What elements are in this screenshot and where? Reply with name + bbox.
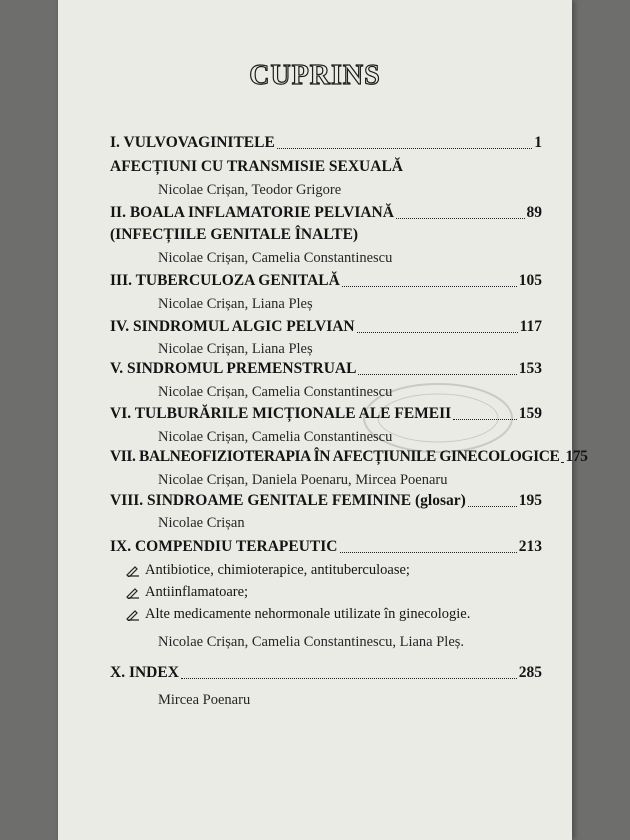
- list-item-text: Antibiotice, chimioterapice, antituberculoase;: [145, 562, 410, 578]
- chapter-subtitle: (INFECȚIILE GENITALE ÎNALTE): [110, 226, 359, 243]
- toc-entry-6[interactable]: [110, 405, 542, 423]
- chapter-authors: Nicolae Crișan, Liana Pleș: [158, 296, 313, 312]
- list-item-text: Alte medicamente nehormonale utilizate în ginecologie.: [145, 606, 471, 622]
- page-title: CUPRINS: [249, 60, 381, 91]
- chapter-title: V. SINDROMUL PREMENSTRUAL: [110, 360, 357, 377]
- toc-entry-2[interactable]: [110, 204, 542, 222]
- page-number: 175: [565, 448, 588, 465]
- toc-entry-9[interactable]: [110, 538, 542, 556]
- page-number: 195: [518, 492, 542, 509]
- toc-entry-1[interactable]: [110, 134, 542, 152]
- page-number: 105: [518, 272, 542, 289]
- page-number: 159: [518, 405, 542, 422]
- list-item-text: Antiinflamatoare;: [145, 584, 249, 600]
- dot-leader: [181, 668, 517, 679]
- chapter-authors: Nicolae Crișan, Camelia Constantinescu, Liana Pleș.: [158, 634, 465, 650]
- chapter-subtitle: AFECȚIUNI CU TRANSMISIE SEXUALĂ: [110, 158, 403, 175]
- list-item: [126, 606, 470, 623]
- chapter-title: II. BOALA INFLAMATORIE PELVIANĂ: [110, 204, 394, 221]
- writing-hand-icon: [126, 565, 140, 577]
- chapter-title: VI. TULBURĂRILE MICȚIONALE ALE FEMEII: [110, 405, 452, 422]
- chapter-authors: Nicolae Crișan, Camelia Constantinescu: [158, 429, 393, 445]
- dot-leader: [561, 452, 563, 463]
- chapter-authors: Nicolae Crișan, Camelia Constantinescu: [158, 384, 393, 400]
- chapter-authors: Nicolae Crișan, Daniela Poenaru, Mircea Poenaru: [158, 472, 448, 488]
- chapter-title: III. TUBERCULOZA GENITALĂ: [110, 272, 340, 289]
- chapter-title: VIII. SINDROAME GENITALE FEMININE (glosar): [110, 492, 466, 509]
- dot-leader: [453, 409, 517, 420]
- dot-leader: [396, 208, 525, 219]
- chapter-authors: Nicolae Crișan, Liana Pleș: [158, 341, 313, 357]
- chapter-authors: Nicolae Crișan: [158, 515, 245, 531]
- page-number: 285: [518, 664, 542, 681]
- toc-entry-3[interactable]: [110, 272, 542, 290]
- dot-leader: [357, 322, 518, 333]
- toc-entry-7[interactable]: [110, 448, 588, 466]
- toc-entry-10[interactable]: [110, 664, 542, 682]
- list-item: [126, 562, 410, 579]
- writing-hand-icon: [126, 587, 140, 599]
- toc-entry-8[interactable]: [110, 492, 542, 510]
- chapter-title: IV. SINDROMUL ALGIC PELVIAN: [110, 318, 355, 335]
- toc-entry-5[interactable]: [110, 360, 542, 378]
- chapter-authors: Mircea Poenaru: [158, 692, 251, 708]
- dot-leader: [468, 496, 517, 507]
- toc-entry-4[interactable]: [110, 318, 542, 336]
- chapter-title: I. VULVOVAGINITELE: [110, 134, 275, 151]
- book-page: [58, 0, 588, 840]
- dot-leader: [340, 542, 517, 553]
- dot-leader: [358, 364, 516, 375]
- page-number: 153: [518, 360, 542, 377]
- page-number: 1: [534, 134, 542, 151]
- list-item: [126, 584, 248, 601]
- chapter-authors: Nicolae Crișan, Camelia Constantinescu: [158, 250, 393, 266]
- page-number: 213: [518, 538, 542, 555]
- writing-hand-icon: [126, 609, 140, 621]
- chapter-title: X. INDEX: [110, 664, 179, 681]
- dot-leader: [342, 276, 517, 287]
- chapter-authors: Nicolae Crișan, Teodor Grigore: [158, 182, 342, 198]
- dot-leader: [277, 138, 532, 149]
- page-number: 117: [519, 318, 542, 335]
- chapter-title: VII. BALNEOFIZIOTERAPIA ÎN AFECȚIUNILE GINECOLOGICE: [110, 448, 560, 465]
- page-number: 89: [526, 204, 542, 221]
- chapter-title: IX. COMPENDIU TERAPEUTIC: [110, 538, 338, 555]
